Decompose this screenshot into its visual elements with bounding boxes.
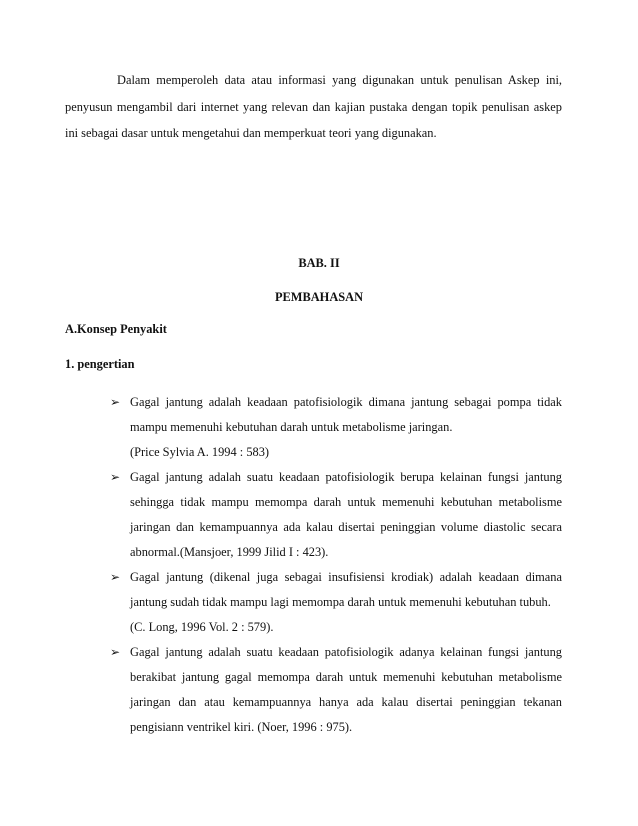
definition-reference: (Price Sylvia A. 1994 : 583) [130, 445, 270, 459]
definition-text: Gagal jantung adalah keadaan patofisiologik dimana jantung sebagai pompa tidak mampu memenuhi kebutuhan darah untuk metabolisme jaringan. [130, 395, 562, 434]
list-item [110, 465, 562, 565]
list-item [110, 640, 562, 740]
definition-list [110, 390, 562, 740]
arrow-bullet-icon: ➢ [110, 570, 121, 584]
definition-text: Gagal jantung adalah suatu keadaan patofisiologik adanya kelainan fungsi jantung berakibat jantung gagal memompa darah untuk memenuhi kebutuhan metabolisme jaringan dan atau kemampuannya hanya ada kalau disertai peninggian tekanan pengisiann ventrikel kiri. (Noer, 1996 : 975). [130, 645, 562, 734]
chapter-number: BAB. II [298, 256, 340, 270]
list-item [110, 390, 562, 465]
arrow-bullet-icon: ➢ [110, 470, 121, 484]
intro-text: Dalam memperoleh data atau informasi yang digunakan untuk penulisan Askep ini, penyusun mengambil dari internet yang relevan dan kajian pustaka dengan topik penulisan askep ini sebagai dasar untuk mengetahui dan memperkuat teori yang digunakan. [65, 73, 562, 140]
definition-text: Gagal jantung (dikenal juga sebagai insufisiensi krodiak) adalah keadaan dimana jantung sudah tidak mampu lagi memompa darah untuk memenuhi kebutuhan tubuh. [130, 570, 562, 609]
definition-text: Gagal jantung adalah suatu keadaan patofisiologik berupa kelainan fungsi jantung sehingga tidak mampu memompa darah untuk memenuhi kebutuhan metabolisme jaringan dan kemampuannya ada kalau disertai peninggian volume diastolic secara abnormal.(Mansjoer, 1999 Jilid I : 423). [130, 470, 562, 559]
intro-paragraph [65, 67, 562, 147]
arrow-bullet-icon: ➢ [110, 645, 121, 659]
definition-reference: (C. Long, 1996 Vol. 2 : 579). [130, 620, 274, 634]
arrow-bullet-icon: ➢ [110, 395, 121, 409]
section-title: A.Konsep Penyakit [65, 322, 167, 336]
list-item [110, 565, 562, 640]
chapter-title: PEMBAHASAN [274, 290, 364, 304]
subsection-title: 1. pengertian [65, 357, 135, 371]
